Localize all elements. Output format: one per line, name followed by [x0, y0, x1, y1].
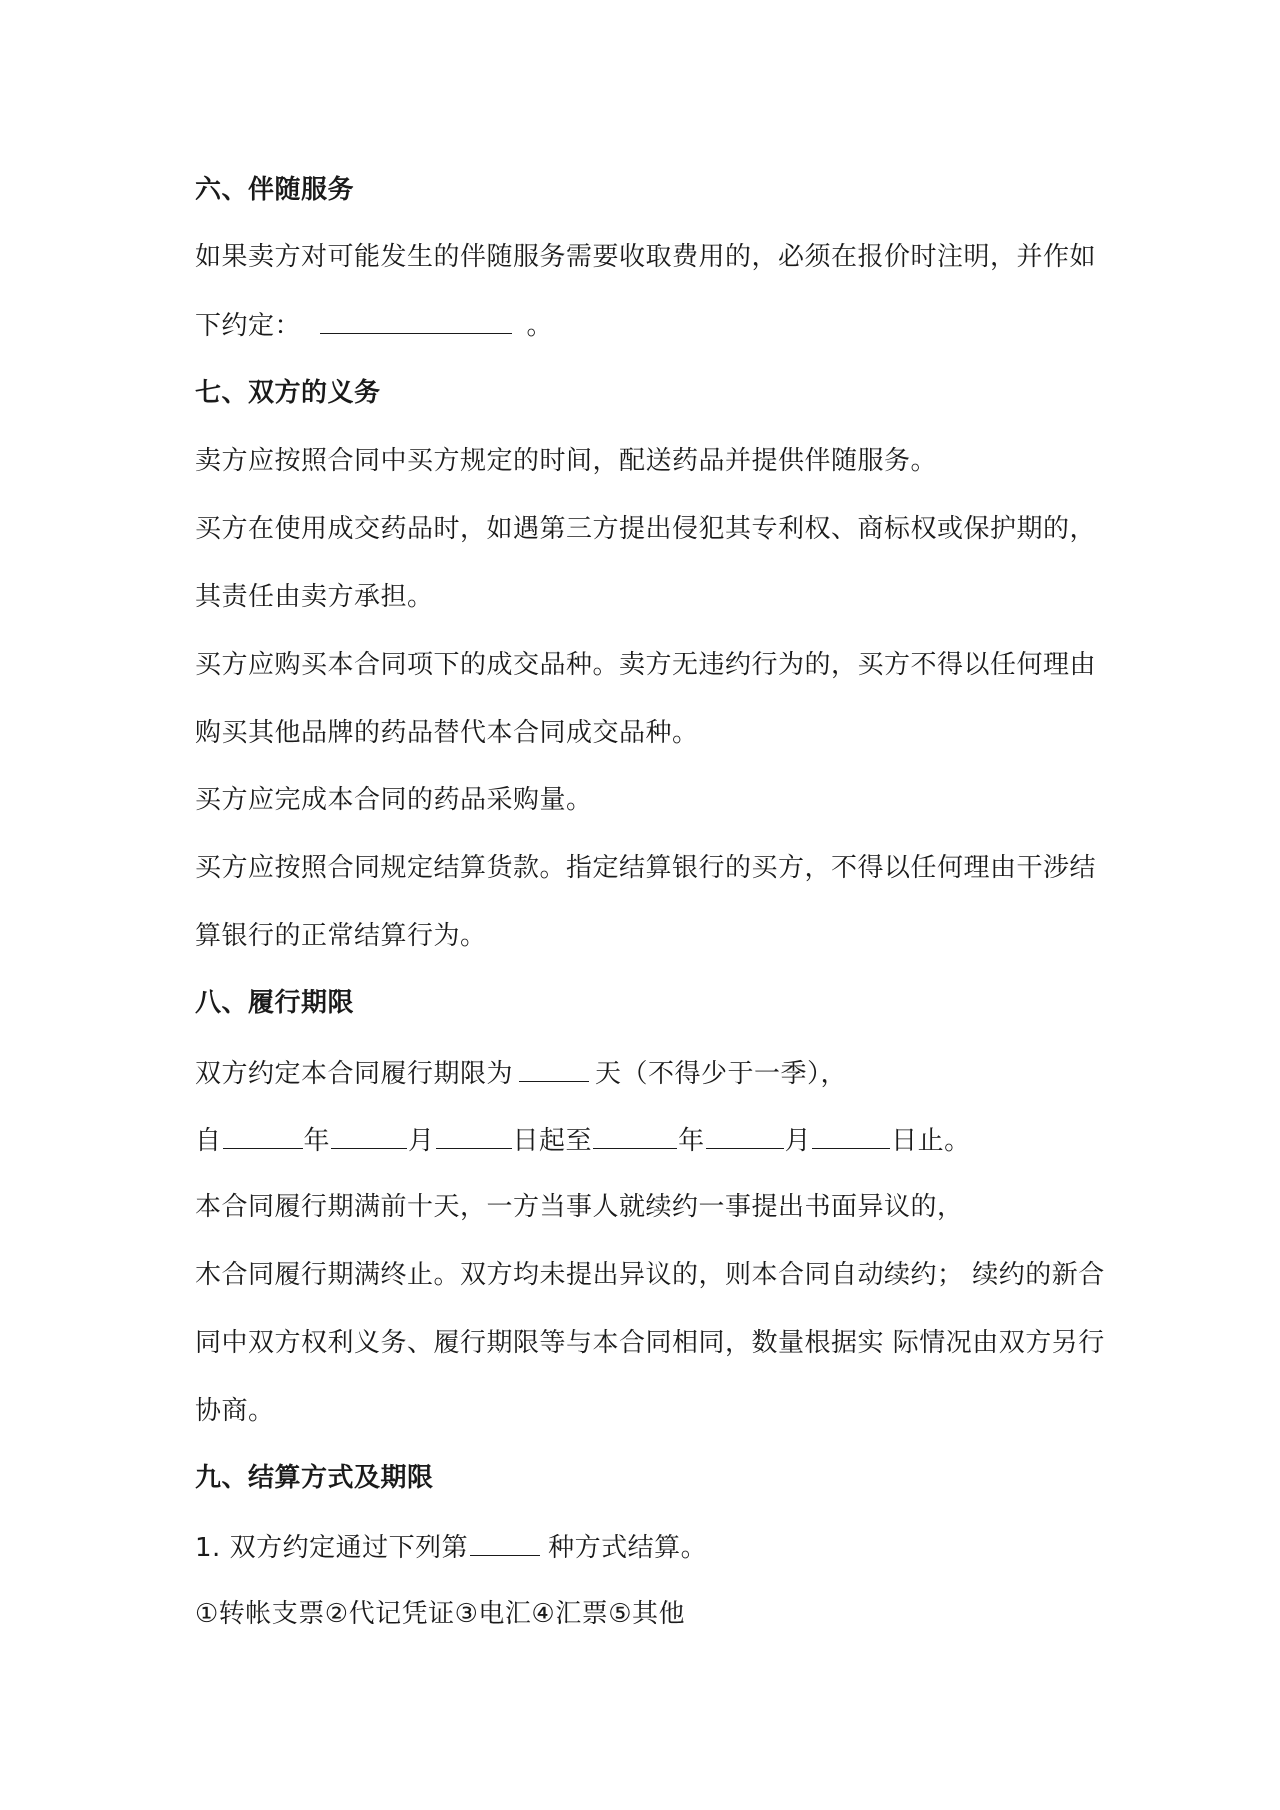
term-suffix: 天（不得少于一季），: [595, 1059, 848, 1089]
section-heading-nine: 九、结算方式及期限: [195, 1463, 434, 1493]
section-seven-line2: 买方在使用成交药品时，如遇第三方提出侵犯其专利权、商标权或保护期的，: [195, 514, 1097, 544]
section-seven-line5: 购买其他品牌的药品替代本合同成交品种。: [195, 718, 699, 748]
section-nine-line1: [195, 1529, 707, 1565]
section-nine-line2: ①转帐支票②代记凭证③电汇④汇票⑤其他: [195, 1599, 686, 1629]
day-label-start: 日起至: [512, 1126, 593, 1156]
section-eight-line5: 同中双方权利义务、履行期限等与本合同相同，数量根据实 际情况由双方另行: [195, 1328, 1105, 1358]
blank-start-year[interactable]: [223, 1122, 303, 1149]
section-eight-line4: 木合同履行期满终止。双方均未提出异议的，则本合同自动续约； 续约的新合: [195, 1260, 1105, 1290]
section-seven-line7: 买方应按照合同规定结算货款。指定结算银行的买方，不得以任何理由干涉结: [195, 853, 1097, 883]
section-eight-line3: 本合同履行期满前十天，一方当事人就续约一事提出书面异议的，: [195, 1192, 964, 1222]
section-seven-line1: 卖方应按照合同中买方规定的时间，配送药品并提供伴随服务。: [195, 446, 938, 476]
section-seven-line4: 买方应购买本合同项下的成交品种。卖方无违约行为的，买方不得以任何理由: [195, 650, 1097, 680]
from-label: 自: [195, 1126, 222, 1156]
section-seven-line6: 买方应完成本合同的药品采购量。: [195, 785, 593, 815]
blank-service-terms[interactable]: [320, 307, 512, 334]
blank-start-day[interactable]: [436, 1122, 512, 1149]
section-six-paragraph-line2: [195, 307, 553, 343]
blank-end-day[interactable]: [812, 1122, 890, 1149]
blank-end-month[interactable]: [706, 1122, 784, 1149]
month-label-end: 月: [784, 1126, 812, 1156]
term-prefix: 双方约定本合同履行期限为: [195, 1059, 514, 1089]
section-eight-line1: [195, 1055, 847, 1091]
section-seven-line8: 算银行的正常结算行为。: [195, 921, 487, 951]
section-heading-seven: 七、双方的义务: [195, 378, 381, 408]
section-six-paragraph-line1: 如果卖方对可能发生的伴随服务需要收取费用的，必须在报价时注明，并作如: [195, 242, 1097, 272]
settlement-prefix: 1. 双方约定通过下列第: [195, 1533, 469, 1563]
blank-settlement-method[interactable]: [470, 1529, 540, 1556]
section-eight-line2: [195, 1122, 971, 1158]
year-label-start: 年: [303, 1126, 331, 1156]
agreement-suffix: 。: [526, 311, 554, 341]
month-label-start: 月: [408, 1126, 435, 1156]
agreement-prefix: 下约定：: [195, 311, 302, 341]
blank-end-year[interactable]: [593, 1122, 677, 1149]
blank-start-month[interactable]: [331, 1122, 407, 1149]
year-label-end: 年: [678, 1126, 705, 1156]
day-label-end: 日止。: [891, 1126, 971, 1156]
settlement-suffix: 种方式结算。: [548, 1533, 708, 1563]
section-heading-six: 六、伴随服务: [195, 175, 355, 205]
section-seven-line3: 其责任由卖方承担。: [195, 582, 434, 612]
section-heading-eight: 八、履行期限: [195, 988, 355, 1018]
section-eight-line6: 协商。: [195, 1396, 275, 1426]
blank-term-days[interactable]: [519, 1055, 589, 1082]
